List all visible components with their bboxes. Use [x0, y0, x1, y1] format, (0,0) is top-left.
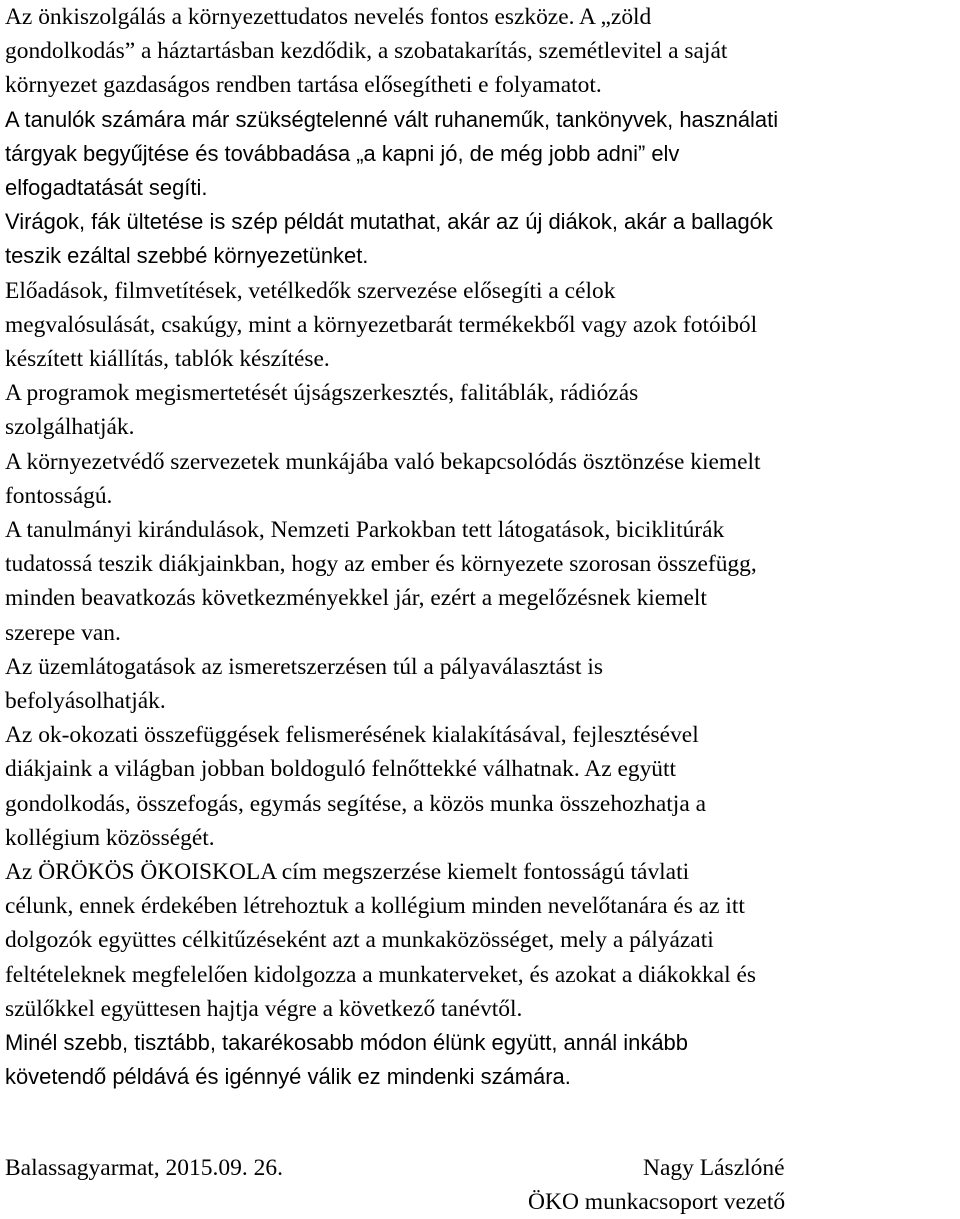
text-line: Az önkiszolgálás a környezettudatos nevelés fontos eszköze. A „zöld — [5, 4, 652, 30]
text-line: A környezetvédő szervezetek munkájába való bekapcsolódás ösztönzése kiemelt — [5, 448, 761, 475]
paragraph — [5, 103, 957, 206]
text-line: A programok megismertetését újságszerkesztés, falitáblák, rádiózás — [5, 380, 639, 407]
text-line: gondolkodás” a háztartásban kezdődik, a szobatakarítás, szemétlevitel a saját — [5, 38, 728, 65]
text-line: szolgálhatják. — [5, 414, 135, 441]
document-body — [5, 0, 957, 1095]
text-line: Az ÖRÖKÖS ÖKOISKOLA cím megszerzése kiemelt fontosságú távlati — [5, 859, 690, 886]
signer-role: ÖKO munkacsoport vezető — [528, 1189, 786, 1215]
text-line: Minél szebb, tisztább, takarékosabb módon élünk együtt, annál inkább — [5, 1030, 688, 1056]
text-line: tárgyak begyűjtése és továbbadása „a kapni jó, de még jobb adni” elv — [5, 140, 680, 166]
text-line: szülőkkel együttesen hajtja végre a következő tanévtől. — [5, 995, 523, 1022]
paragraph — [5, 513, 957, 650]
text-line: dolgozók együttes célkitűzéseként azt a munkaközösséget, mely a pályázati — [5, 927, 714, 954]
place-and-date: Balassagyarmat, 2015.09. 26. — [5, 1155, 284, 1181]
paragraph — [5, 445, 957, 513]
text-line: diákjaink a világban jobban boldoguló felnőttekké válhatnak. Az együtt — [5, 756, 677, 783]
text-line: készített kiállítás, tablók készítése. — [5, 346, 330, 373]
text-line: A tanulmányi kirándulások, Nemzeti Parkokban tett látogatások, biciklitúrák — [5, 517, 725, 544]
text-line: fontosságú. — [5, 482, 113, 509]
text-line: követendő példává és igénnyé válik ez mindenki számára. — [5, 1064, 571, 1090]
text-line: teszik ezáltal szebbé környezetünket. — [5, 243, 369, 269]
text-line: célunk, ennek érdekében létrehoztuk a kollégium minden nevelőtanára és az itt — [5, 893, 745, 920]
text-line: A tanulók számára már szükségtelenné vált ruhaneműk, tankönyvek, használati — [5, 106, 779, 132]
text-line: Előadások, filmvetítések, vetélkedők szervezése elősegíti a célok — [5, 277, 616, 304]
text-line: gondolkodás, összefogás, egymás segítése, a közös munka összehozhatja a — [5, 790, 706, 817]
paragraph — [5, 0, 957, 103]
paragraph — [5, 205, 957, 273]
text-line: feltételeknek megfelelően kidolgozza a munkaterveket, és azokat a diákokkal és — [5, 961, 756, 988]
text-line: Az ok-okozati összefüggések felismerésének kialakításával, fejlesztésével — [5, 722, 699, 749]
text-line: Az üzemlátogatások az ismeretszerzésen túl a pályaválasztást is — [5, 653, 604, 680]
text-line: szerepe van. — [5, 619, 121, 646]
paragraph — [5, 855, 957, 1026]
text-line: tudatossá teszik diákjainkban, hogy az ember és környezete szorosan összefügg, — [5, 551, 757, 578]
paragraph — [5, 1026, 957, 1094]
text-line: elfogadtatását segíti. — [5, 175, 208, 201]
paragraph — [5, 376, 957, 444]
text-line: környezet gazdaságos rendben tartása elősegítheti e folyamatot. — [5, 72, 602, 99]
text-line: kollégium közösségét. — [5, 824, 215, 851]
text-line: megvalósulását, csakúgy, mint a környezetbarát termékekből vagy azok fotóiból — [5, 311, 758, 338]
paragraph — [5, 274, 957, 377]
paragraph — [5, 718, 957, 855]
text-line: Virágok, fák ültetése is szép példát mutathat, akár az új diákok, akár a ballagók — [5, 209, 773, 235]
paragraph — [5, 650, 957, 718]
text-line: minden beavatkozás következményekkel jár, ezért a megelőzésnek kiemelt — [5, 585, 707, 612]
signer-name: Nagy Lászlóné — [643, 1155, 785, 1181]
text-line: befolyásolhatják. — [5, 688, 166, 715]
